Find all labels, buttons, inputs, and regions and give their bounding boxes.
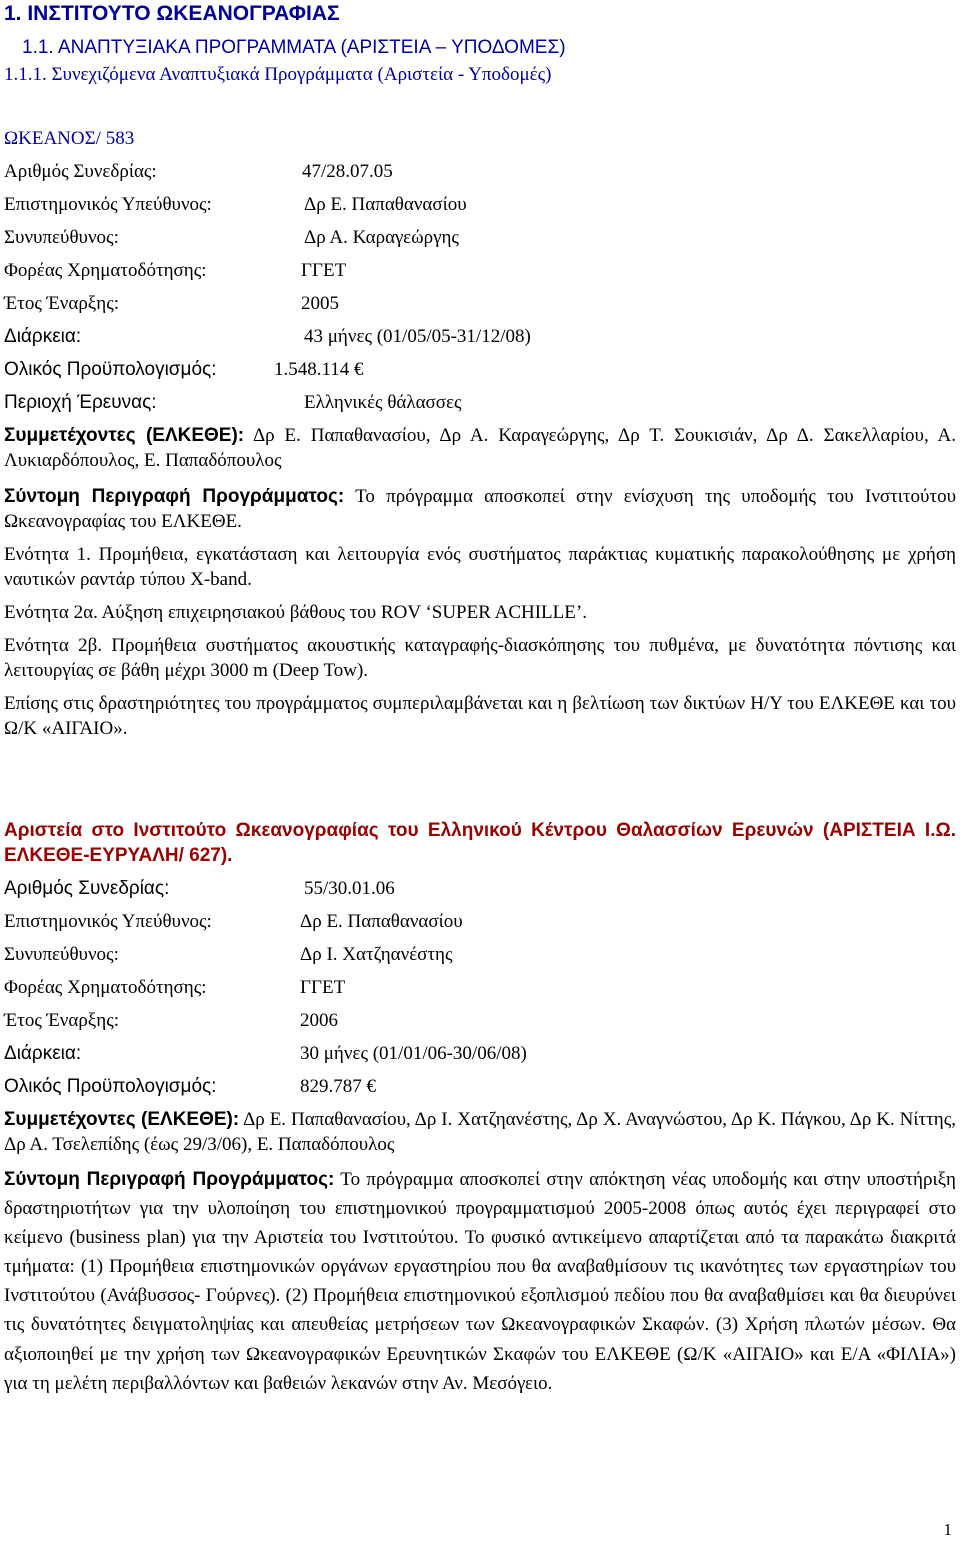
field-label: Ολικός Προϋπολογισμός: [4, 1076, 217, 1097]
project1-field-row [4, 258, 944, 283]
field-value: Δρ Ε. Παπαθανασίου [304, 194, 467, 215]
project2-field-row [4, 876, 944, 901]
project1-field-row [4, 192, 944, 217]
description-label: Σύντομη Περιγραφή Προγράμματος: [4, 1169, 335, 1190]
project1-field-row [4, 159, 944, 184]
project1-field-row [4, 324, 944, 349]
field-label: Έτος Έναρξης: [4, 293, 120, 314]
heading-2: 1.1. ΑΝΑΠΤΥΞΙΑΚΑ ΠΡΟΓΡΑΜΜΑΤΑ (ΑΡΙΣΤΕΙΑ – ΥΠΟΔΟΜΕΣ) [22, 37, 566, 58]
participants-label: Συμμετέχοντες (ΕΛΚΕΘΕ): [4, 425, 245, 446]
field-value: 1.548.114 € [274, 359, 364, 380]
project1-field-row [4, 390, 944, 415]
field-label: Επιστημονικός Υπεύθυνος: [4, 911, 212, 932]
project1-field-row [4, 357, 944, 382]
field-value: 2005 [301, 293, 339, 314]
field-label: Συνυπεύθυνος: [4, 227, 119, 248]
project2-field-row [4, 942, 944, 967]
project2-title: Αριστεία στο Ινστιτούτο Ωκεανογραφίας του Ελληνικού Κέντρου Θαλασσίων Ερευνών (ΑΡΙΣΤΕΙΑ Ι.Ω. ΕΛΚΕΘΕ-ΕΥΡΥΑΛΗ/ 627). [4, 820, 956, 866]
field-label: Φορέας Χρηματοδότησης: [4, 977, 207, 998]
field-label: Διάρκεια: [4, 326, 82, 347]
field-label: Φορέας Χρηματοδότησης: [4, 260, 207, 281]
field-value: Δρ Ι. Χατζηανέστης [300, 944, 453, 965]
field-label: Επιστημονικός Υπεύθυνος: [4, 194, 212, 215]
heading-1: 1. ΙΝΣΤΙΤΟΥΤΟ ΩΚΕΑΝΟΓΡΑΦΙΑΣ [4, 2, 340, 25]
field-value: Ελληνικές θάλασσες [304, 392, 462, 413]
description-value: Το πρόγραμμα αποσκοπεί στην ενίσχυση της υποδομής του Ινστιτούτου Ωκεανογραφίας του ΕΛΚΕΘΕ. [4, 486, 956, 532]
project1-extra: Επίσης στις δραστηριότητες του προγράμματος συμπεριλαμβάνεται και η βελτίωση των δικτύων Η/Υ του ΕΛΚΕΘΕ και του Ω/Κ «ΑΙΓΑΙΟ». [4, 693, 956, 739]
field-value: ΓΓΕΤ [300, 977, 346, 998]
project2-participants [4, 1107, 956, 1157]
project1-unit-2b: Ενότητα 2β. Προμήθεια συστήματος ακουστικής καταγραφής-διασκόπησης του πυθμένα, με δυνατότητα πόντισης και λειτουργίας σε βάθη μέχρι 3000 m (Deep Tow). [4, 635, 956, 681]
project1-unit-2a: Ενότητα 2α. Αύξηση επιχειρησιακού βάθους του ROV ‘SUPER ACHILLE’. [4, 602, 587, 623]
field-value: 43 μήνες (01/05/05-31/12/08) [304, 326, 531, 347]
project2-field-row [4, 1041, 944, 1066]
description-label: Σύντομη Περιγραφή Προγράμματος: [4, 486, 345, 507]
project2-field-row [4, 975, 944, 1000]
project2-description [4, 1165, 956, 1398]
field-label: Έτος Έναρξης: [4, 1010, 120, 1031]
project1-title: ΩΚΕΑΝΟΣ/ 583 [4, 128, 135, 149]
project2-field-row [4, 1008, 944, 1033]
project1-description [4, 484, 956, 534]
heading-3: 1.1.1. Συνεχιζόμενα Αναπτυξιακά Προγράμματα (Αριστεία - Υποδομές) [4, 64, 552, 85]
participants-value: Δρ Ε. Παπαθανασίου, Δρ Α. Καραγεώργης, Δρ Τ. Σουκισιάν, Δρ Δ. Σακελλαρίου, Α. Λυκιαρδόπουλος, Ε. Παπαδόπουλος [4, 425, 956, 471]
project2-field-row [4, 909, 944, 934]
field-value: ΓΓΕΤ [301, 260, 347, 281]
field-value: 2006 [300, 1010, 338, 1031]
field-label: Περιοχή Έρευνας: [4, 392, 157, 413]
field-label: Αριθμός Συνεδρίας: [4, 878, 170, 899]
field-label: Διάρκεια: [4, 1043, 82, 1064]
project2-field-row [4, 1074, 944, 1099]
participants-value: Δρ Ε. Παπαθανασίου, Δρ Ι. Χατζηανέστης, Δρ Χ. Αναγνώστου, Δρ Κ. Πάγκου, Δρ Κ. Νίττης, Δρ Α. Τσελεπίδης (έως 29/3/06), Ε. Παπαδόπουλος [4, 1109, 956, 1155]
field-value: 55/30.01.06 [304, 878, 395, 899]
project1-field-row [4, 291, 944, 316]
field-value: Δρ Α. Καραγεώργης [304, 227, 459, 248]
field-value: 829.787 € [300, 1076, 376, 1097]
field-label: Ολικός Προϋπολογισμός: [4, 359, 217, 380]
page-number: 1 [943, 1520, 952, 1539]
field-value: 30 μήνες (01/01/06-30/06/08) [300, 1043, 527, 1064]
participants-label: Συμμετέχοντες (ΕΛΚΕΘΕ): [4, 1109, 240, 1130]
project1-unit-1: Ενότητα 1. Προμήθεια, εγκατάσταση και λειτουργία ενός συστήματος παράκτιας κυματικής παρακολούθησης με χρήση ναυτικών ραντάρ τύπου X-band. [4, 544, 956, 590]
project1-participants [4, 423, 956, 473]
project1-field-row [4, 225, 944, 250]
field-label: Αριθμός Συνεδρίας: [4, 161, 157, 182]
field-value: 47/28.07.05 [302, 161, 393, 182]
description-value: Το πρόγραμμα αποσκοπεί στην απόκτηση νέας υποδομής και στην υποστήριξη δραστηριοτήτων για την υλοποίηση του επιστημονικού προγραμματισμού 2005-2008 όπως αυτός έχει περιγραφεί στο κείμενο (business plan) για την Αριστεία του Ινστιτούτου. Το φυσικό αντικείμενο απαρτίζεται από τα παρακάτω διακριτά τμήματα: (1) Προμήθεια επιστημονικών οργάνων εργαστηρίου που θα αναβαθμίσουν τις ικανότητες των εργαστηρίων του Ινστιτούτου (Ανάβυσσος- Γούρνες). (2) Προμήθεια επιστημονικού εξοπλισμού πεδίου που θα αναβαθμίσει και θα διευρύνει τις δυνατότητες δειγματοληψίας και απευθείας μετρήσεων των Ωκεανογραφικών Σκαφών. (3) Χρήση πλωτών μέσων. Θα αξιοποιηθεί με την χρήση των Ωκεανογραφικών Ερευνητικών Σκαφών του ΕΛΚΕΘΕ (Ω/Κ «ΑΙΓΑΙΟ» και Ε/Α «ΦΙΛΙΑ») για τη μελέτη περιβαλλόντων και βαθειών λεκανών στην Αν. Μεσόγειο. [4, 1169, 956, 1394]
field-value: Δρ Ε. Παπαθανασίου [300, 911, 463, 932]
field-label: Συνυπεύθυνος: [4, 944, 119, 965]
